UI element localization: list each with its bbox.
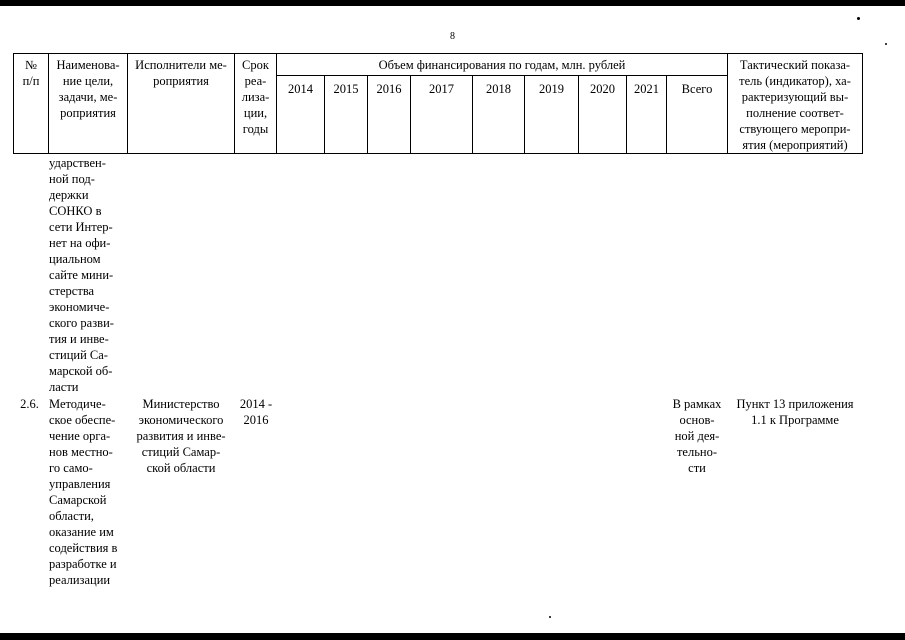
header-executors: Исполнители ме- роприятия xyxy=(128,54,235,154)
row-2-6-num: 2.6. xyxy=(20,397,39,411)
header-name: Наименова- ние цели, задачи, ме- роприятия xyxy=(49,54,128,154)
row-2-6-term: 2014 - 2016 xyxy=(239,397,273,427)
header-year: 2020 xyxy=(579,76,627,154)
header-year: 2014 xyxy=(277,76,325,154)
row-2-6-name: Методиче- ское обеспе- чение орга- нов местно- го само- управления Самарской области, оказание им содействия в разработке и реализации xyxy=(49,397,118,587)
scan-speck xyxy=(549,616,551,618)
page-number: 8 xyxy=(450,31,455,42)
row-continuation-name: ударствен- ной под- держки СОНКО в сети Интер- нет на офи- циальном сайте мини- стерства экономиче- ского разви- тия и инве- стиций Са- марской об- ласти xyxy=(49,156,114,394)
header-year: 2019 xyxy=(525,76,579,154)
header-num: № п/п xyxy=(14,54,49,154)
header-year: 2015 xyxy=(325,76,368,154)
header-year: 2018 xyxy=(473,76,525,154)
row-2-6-total: В рамках основ- ной дея- тельно- сти xyxy=(672,397,722,475)
top-border xyxy=(0,0,905,6)
header-year: 2021 xyxy=(627,76,667,154)
header-year: 2016 xyxy=(368,76,411,154)
scan-speck xyxy=(885,43,887,45)
table-header xyxy=(13,53,863,154)
header-year: 2017 xyxy=(411,76,473,154)
bottom-border xyxy=(0,633,905,640)
header-total: Всего xyxy=(667,76,728,154)
header-funding: Объем финансирования по годам, млн. рублей xyxy=(277,54,728,76)
header-indicator: Тактический показа- тель (индикатор), ха- рактеризующий вы- полнение соответ- ствующего меропри- ятия (мероприятий) xyxy=(728,54,863,154)
header-term: Срок реа- лиза- ции, годы xyxy=(235,54,277,154)
row-2-6-executors: Министерство экономического развития и инве- стиций Самар- ской области xyxy=(136,397,226,475)
row-2-6-indicator: Пункт 13 приложения 1.1 к Программе xyxy=(736,397,854,427)
scan-speck xyxy=(857,17,860,20)
